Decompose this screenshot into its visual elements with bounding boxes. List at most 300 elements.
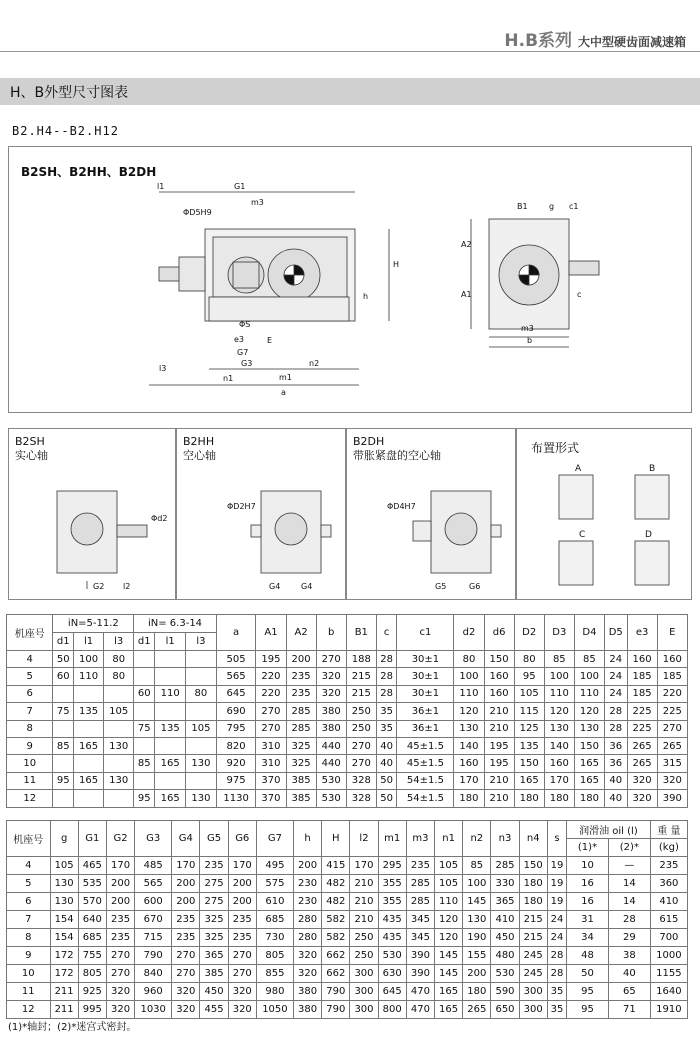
table-cell: 570 [78,893,106,911]
svg-text:G2: G2 [93,582,105,591]
oil-subheader-cell: (1)* [567,839,609,857]
table-cell: 250 [346,720,376,737]
table-cell [134,737,155,754]
table-cell: 120 [544,703,574,720]
table-cell: 154 [50,911,78,929]
table-cell: 200 [172,875,200,893]
table-cell: 250 [346,703,376,720]
table-cell: 115 [514,703,544,720]
table-cell: 530 [316,790,346,807]
dimensions-table-2 [6,820,688,1019]
svg-text:l1: l1 [157,182,165,191]
table-cell: 130 [186,790,217,807]
table-cell: 685 [78,929,106,947]
table-cell: 130 [574,720,604,737]
table2-header-cell: m1 [378,821,406,857]
table2-header-cell: 润滑油 oil (l) [567,821,651,839]
table-cell: 50 [376,790,397,807]
table-cell: 670 [135,911,172,929]
table-cell: 805 [78,965,106,983]
page-header [0,0,700,52]
table-cell: 270 [256,720,286,737]
table-cell: 150 [484,651,514,668]
table2-header-cell: 重 量 [650,821,687,839]
table-row [7,737,688,754]
table-cell: 85 [53,737,74,754]
table-cell: 180 [574,790,604,807]
table-cell: 95 [567,1001,609,1019]
table-cell [53,755,74,772]
table-cell: 185 [657,668,687,685]
table-cell [53,720,74,737]
table-cell: 165 [435,983,463,1001]
table-cell: 12 [7,790,53,807]
svg-text:G6: G6 [469,582,481,591]
table-cell: 24 [547,929,566,947]
table-cell: 28 [604,703,627,720]
table-cell: 45±1.5 [397,737,454,754]
table-cell: 54±1.5 [397,790,454,807]
table-cell: 36 [604,737,627,754]
table-cell: 19 [547,875,566,893]
table-cell: 300 [350,965,378,983]
table-cell: 211 [50,1001,78,1019]
table-cell: 210 [350,911,378,929]
arrangement-label-d: D [645,530,652,540]
svg-text:c1: c1 [569,202,579,211]
table-cell: 34 [567,929,609,947]
table-cell: 54±1.5 [397,772,454,789]
table-cell: 1030 [135,1001,172,1019]
table-row [7,790,688,807]
table2-header-cell: G4 [172,821,200,857]
table-cell: 285 [286,703,316,720]
table-cell: 365 [491,893,519,911]
table-cell: 800 [378,1001,406,1019]
table-cell: 145 [463,893,491,911]
table1-subheader-cell: l1 [155,633,186,651]
table2-header-cell: G2 [106,821,134,857]
table-cell: 265 [657,737,687,754]
table-cell [155,703,186,720]
table-cell: 135 [74,703,104,720]
table-cell: 110 [155,685,186,702]
table-cell: 95 [134,790,155,807]
table2-header-cell: G1 [78,821,106,857]
table-cell: 295 [378,857,406,875]
table-cell: 645 [378,983,406,1001]
table-cell: 1050 [256,1001,293,1019]
table-cell: 270 [346,737,376,754]
table1-header-cell: d2 [454,615,484,651]
table-cell [155,772,186,789]
table-cell: 130 [544,720,574,737]
table-cell: 300 [519,983,547,1001]
table1-header-cell: E [657,615,687,651]
table1-header-cell: d6 [484,615,514,651]
table-cell: 320 [657,772,687,789]
table-cell: 150 [574,737,604,754]
model-range: B2.H4--B2.H12 [12,124,119,138]
table-cell: 385 [286,790,316,807]
table-cell: 6 [7,685,53,702]
table-cell: 85 [463,857,491,875]
table-cell: 235 [286,685,316,702]
table-cell: 285 [406,893,434,911]
table-cell: 360 [650,875,687,893]
variant-desc: 带胀紧盘的空心轴 [353,449,441,462]
table-cell: 28 [547,965,566,983]
table-cell [104,755,134,772]
table-cell [134,668,155,685]
table-cell: 235 [200,857,228,875]
table-cell: 10 [7,965,51,983]
table-cell: 270 [346,755,376,772]
table-cell: 345 [406,911,434,929]
table-cell: 100 [544,668,574,685]
table-cell: 245 [519,947,547,965]
table-cell: 14 [608,893,650,911]
table-cell: 960 [135,983,172,1001]
table-cell [104,790,134,807]
table-cell: 275 [200,893,228,911]
table-cell: 160 [484,668,514,685]
svg-text:l2: l2 [123,582,131,591]
table2-header-cell: G3 [135,821,172,857]
table-cell [186,772,217,789]
table-cell: 35 [376,720,397,737]
table-cell: 662 [322,965,350,983]
table2-header-cell: l2 [350,821,378,857]
table-cell: 435 [378,929,406,947]
table-cell [74,790,104,807]
table1-subheader-cell: l3 [104,633,134,651]
table-row [7,703,688,720]
table-cell: 235 [228,911,256,929]
table-cell: 210 [350,875,378,893]
table-cell: 28 [547,947,566,965]
table-cell: 195 [484,755,514,772]
svg-text:m3: m3 [251,198,264,207]
table-row [7,668,688,685]
table-cell: 380 [316,720,346,737]
table-cell: 235 [228,929,256,947]
table-cell: 210 [484,790,514,807]
table-cell: 1130 [216,790,256,807]
table-cell: 160 [657,651,687,668]
table-cell: 480 [491,947,519,965]
svg-text:G7: G7 [237,348,249,357]
table-cell: 355 [378,875,406,893]
table-cell: 24 [604,668,627,685]
table-cell: 805 [256,947,293,965]
table2-header-cell: n1 [435,821,463,857]
table-cell: 31 [567,911,609,929]
table-cell: 485 [135,857,172,875]
table-cell: 185 [627,668,657,685]
table-cell: 250 [350,947,378,965]
table-cell: 215 [346,685,376,702]
svg-text:Φd2: Φd2 [151,514,168,523]
table-cell: 235 [106,929,134,947]
table-cell: 48 [567,947,609,965]
table1-header-cell: D2 [514,615,544,651]
table-cell: 920 [216,755,256,772]
table-cell: 75 [53,703,74,720]
table-cell: 80 [104,668,134,685]
table-cell: 170 [544,772,574,789]
table-cell: 28 [376,668,397,685]
arrangement-drawing [517,429,693,601]
table-cell: 120 [574,703,604,720]
table-cell: 450 [200,983,228,1001]
table-cell: 270 [106,965,134,983]
table-cell: 200 [286,651,316,668]
table-cell: 455 [200,1001,228,1019]
table-cell: 370 [256,772,286,789]
main-drawing-box [8,146,692,413]
table-cell: 29 [608,929,650,947]
table-cell: 28 [604,720,627,737]
table-cell: 755 [78,947,106,965]
table-cell: 135 [155,720,186,737]
table-cell: 715 [135,929,172,947]
table-cell: 320 [106,983,134,1001]
table-cell: 615 [650,911,687,929]
b2dh-drawing [347,429,517,601]
arrangement-label-c: C [579,530,586,540]
table-cell: 410 [491,911,519,929]
table-cell: 790 [322,983,350,1001]
table-cell: 40 [376,737,397,754]
table-cell: 95 [514,668,544,685]
table-cell: 180 [454,790,484,807]
table-cell: 4 [7,857,51,875]
table-cell: 270 [228,947,256,965]
table-cell: 225 [627,720,657,737]
table-cell: 211 [50,983,78,1001]
table-cell: 40 [604,790,627,807]
table-cell: 505 [216,651,256,668]
table-cell: 210 [350,893,378,911]
table-cell: 230 [293,875,321,893]
table-cell: 195 [256,651,286,668]
header-title: H.B系列 大中型硬齿面减速箱 [504,31,686,51]
table-cell: 6 [7,893,51,911]
table-cell: 95 [53,772,74,789]
table-row [7,651,688,668]
table-cell: 210 [484,720,514,737]
table1-header-cell: D3 [544,615,574,651]
table-cell: 180 [519,875,547,893]
svg-text:g: g [549,202,555,211]
table-cell: 300 [350,983,378,1001]
table1-subheader-cell: d1 [53,633,74,651]
table-row [7,893,688,911]
table-cell: 975 [216,772,256,789]
table-cell: 575 [256,875,293,893]
table-cell: 85 [134,755,155,772]
table-cell: 145 [435,947,463,965]
table-cell: 50 [53,651,74,668]
table2-header-cell: s [547,821,566,857]
table-cell: 245 [519,965,547,983]
table-cell [134,772,155,789]
table-cell: 12 [7,1001,51,1019]
svg-text:e3: e3 [234,335,245,344]
table-cell: 19 [547,857,566,875]
table-cell: 280 [293,911,321,929]
table-cell: 200 [228,875,256,893]
table-cell: 36±1 [397,720,454,737]
table-cell: 8 [7,929,51,947]
table2-header-cell: G6 [228,821,256,857]
table-cell: 160 [544,755,574,772]
table-cell: 320 [228,983,256,1001]
table-cell: 38 [608,947,650,965]
table-cell: 105 [435,857,463,875]
table1-header-cell: 机座号 [7,615,53,651]
table2-header-cell: G5 [200,821,228,857]
svg-text:ΦD4H7: ΦD4H7 [387,502,416,511]
table-cell: 855 [256,965,293,983]
table-cell: 185 [627,685,657,702]
table-cell: 165 [574,755,604,772]
table-cell: 470 [406,1001,434,1019]
table-cell: 610 [256,893,293,911]
table1-header-cell: iN= 6.3-14 [134,615,217,633]
table-cell: 5 [7,668,53,685]
table-cell: 165 [574,772,604,789]
table-cell: 100 [463,875,491,893]
table2-header-cell: G7 [256,821,293,857]
table-row [7,755,688,772]
table-cell: 28 [376,685,397,702]
table-cell: 270 [106,947,134,965]
table-cell: 130 [104,772,134,789]
svg-text:B1: B1 [517,202,528,211]
table-cell: 200 [293,857,321,875]
table-cell: 582 [322,911,350,929]
table-cell: 250 [350,929,378,947]
table-cell: 285 [286,720,316,737]
table-cell: 630 [378,965,406,983]
table-cell: 215 [519,929,547,947]
table-cell: 225 [627,703,657,720]
table-cell: 365 [200,947,228,965]
table-cell: 700 [650,929,687,947]
svg-text:G3: G3 [241,359,253,368]
table-cell: 50 [567,965,609,983]
table-cell: 645 [216,685,256,702]
table-cell: 35 [547,1001,566,1019]
table1-header-cell: b [316,615,346,651]
table-cell [53,790,74,807]
table-cell: 19 [547,893,566,911]
table1-header-cell: D4 [574,615,604,651]
table-cell: 235 [406,857,434,875]
table-cell: 315 [657,755,687,772]
table-cell: 180 [514,790,544,807]
table-cell: 355 [378,893,406,911]
table-cell: 220 [256,685,286,702]
table1-header-cell: a [216,615,256,651]
table2-header-cell: 机座号 [7,821,51,857]
table-cell: 5 [7,875,51,893]
table-cell: 320 [316,668,346,685]
table-cell: 110 [544,685,574,702]
table-cell: 385 [200,965,228,983]
table-cell: 160 [454,755,484,772]
table-cell: 130 [454,720,484,737]
table-cell: 220 [657,685,687,702]
table-cell: 285 [406,875,434,893]
table-cell: 300 [350,1001,378,1019]
table-cell: 125 [514,720,544,737]
table-cell: 16 [567,893,609,911]
table-cell: 300 [519,1001,547,1019]
table-cell: 105 [514,685,544,702]
table-cell: 530 [316,772,346,789]
table-cell: 370 [256,790,286,807]
table-cell: 270 [172,965,200,983]
table-cell: 390 [406,947,434,965]
table-cell: 170 [228,857,256,875]
table-row [7,772,688,789]
table-cell: 320 [293,947,321,965]
table-cell: 95 [567,983,609,1001]
svg-text:n2: n2 [309,359,320,368]
table-cell: 795 [216,720,256,737]
table-cell: 130 [463,911,491,929]
table-cell: 30±1 [397,651,454,668]
gearbox-drawing [9,147,693,414]
table-cell: 7 [7,911,51,929]
svg-text:m3: m3 [521,324,534,333]
table-cell: 980 [256,983,293,1001]
table-cell: 180 [519,893,547,911]
table-cell: 7 [7,703,53,720]
table-cell: 1910 [650,1001,687,1019]
table-cell [104,685,134,702]
table-cell: 35 [547,983,566,1001]
table-cell: 165 [514,772,544,789]
table-cell: 390 [406,965,434,983]
variant-code: B2DH [353,435,385,448]
table-cell: 50 [376,772,397,789]
table-cell: 235 [286,668,316,685]
table-cell: 230 [293,893,321,911]
table-cell: 410 [650,893,687,911]
table-cell: 28 [608,911,650,929]
table2-header-cell: h [293,821,321,857]
table1-header-cell: c1 [397,615,454,651]
table-cell: 14 [608,875,650,893]
table-cell: 450 [491,929,519,947]
section-title: H、B外型尺寸图表 [10,85,129,101]
table-cell: 535 [78,875,106,893]
table-cell: 235 [106,911,134,929]
table-cell: 320 [106,1001,134,1019]
table-cell: 215 [346,668,376,685]
table-cell: 35 [376,703,397,720]
svg-text:H: H [393,260,400,269]
table-cell: 650 [491,1001,519,1019]
table-cell: 100 [454,668,484,685]
table-cell [53,685,74,702]
table1-header-cell: iN=5-11.2 [53,615,134,633]
table-cell: 9 [7,737,53,754]
